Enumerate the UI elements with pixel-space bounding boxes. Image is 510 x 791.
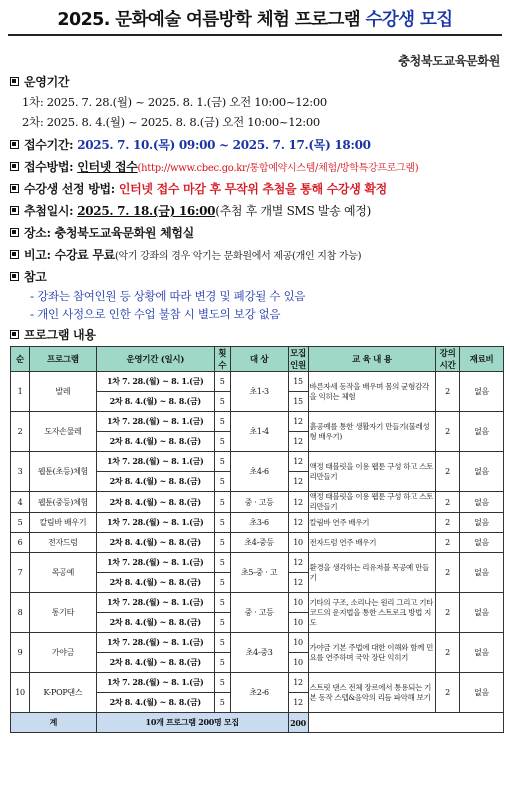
program-number: 4 — [11, 492, 30, 513]
program-hours: 2 — [436, 673, 460, 713]
session-count: 5 — [214, 392, 230, 412]
program-target: 초4-6 — [230, 452, 288, 492]
section-apply-period: 접수기간: 2025. 7. 10.(목) 09:00 ~ 2025. 7. 17.(목) 18:00 — [10, 137, 371, 153]
program-hours: 2 — [436, 492, 460, 513]
section-selection: 수강생 선정 방법: 인터넷 접수 마감 후 무작위 추첨을 통해 수강생 확정 — [10, 181, 387, 197]
session-capacity: 10 — [288, 633, 308, 653]
section-period: 운영기간 — [10, 74, 69, 90]
program-hours: 2 — [436, 372, 460, 412]
session-capacity: 10 — [288, 613, 308, 633]
program-fee: 없음 — [460, 452, 504, 492]
program-hours: 2 — [436, 452, 460, 492]
section-apply-method: 접수방법: 인터넷 접수(http://www.cbec.go.kr/통합예약시스템/체험/방학특강프로그램) — [10, 159, 418, 177]
total-capacity: 200 — [288, 713, 308, 733]
session-count: 5 — [214, 693, 230, 713]
program-target: 초2-6 — [230, 673, 288, 713]
table-row — [11, 553, 504, 573]
program-name: 통기타 — [29, 593, 96, 633]
session-capacity: 15 — [288, 392, 308, 412]
program-number: 1 — [11, 372, 30, 412]
program-target: 초4-중3 — [230, 633, 288, 673]
square-bullet-icon — [10, 162, 19, 171]
column-header: 순 — [11, 347, 30, 372]
program-number: 9 — [11, 633, 30, 673]
session-capacity: 10 — [288, 593, 308, 613]
table-row — [11, 593, 504, 613]
total-label: 계 — [11, 713, 97, 733]
program-name: K-POP댄스 — [29, 673, 96, 713]
session-period: 1차 7. 28.(월) ~ 8. 1.(금) — [96, 633, 214, 653]
session-count: 5 — [214, 492, 230, 513]
table-row — [11, 633, 504, 653]
program-description: 칼림바 연주 배우기 — [308, 513, 436, 533]
table-header — [11, 347, 504, 372]
session-capacity: 12 — [288, 553, 308, 573]
title-accent: 수강생 모집 — [365, 10, 453, 30]
program-hours: 2 — [436, 412, 460, 452]
session-period: 2차 8. 4.(월) ~ 8. 8.(금) — [96, 653, 214, 673]
program-hours: 2 — [436, 553, 460, 593]
session-period: 1차 7. 28.(월) ~ 8. 1.(금) — [96, 553, 214, 573]
table-row — [11, 533, 504, 553]
session-period: 1차 7. 28.(월) ~ 8. 1.(금) — [96, 513, 214, 533]
square-bullet-icon — [10, 206, 19, 215]
program-description: 기타의 구조, 소리나는 원리 그리고 기타 코드의 운지법을 통한 스트로크 방법 지도 — [308, 593, 436, 633]
square-bullet-icon — [10, 140, 19, 149]
session-period: 1차 7. 28.(월) ~ 8. 1.(금) — [96, 372, 214, 392]
program-description: 전자드럼 연주 배우기 — [308, 533, 436, 553]
reference-note: - 강좌는 참여인원 등 상황에 따라 변경 및 폐강될 수 있음 — [30, 289, 306, 303]
session-count: 5 — [214, 673, 230, 693]
program-fee: 없음 — [460, 593, 504, 633]
program-name: 발레 — [29, 372, 96, 412]
title-bar — [8, 6, 502, 36]
table-row — [11, 372, 504, 392]
session-period: 2차 8. 4.(월) ~ 8. 8.(금) — [96, 613, 214, 633]
column-header: 교 육 내 용 — [308, 347, 436, 372]
session-capacity: 10 — [288, 533, 308, 553]
program-name: 목공예 — [29, 553, 96, 593]
session-count: 5 — [214, 533, 230, 553]
column-header: 대 상 — [230, 347, 288, 372]
program-target: 초5-중 · 고 — [230, 553, 288, 593]
square-bullet-icon — [10, 250, 19, 259]
title-year: 2025. — [57, 10, 110, 30]
session-period: 1차 7. 28.(월) ~ 8. 1.(금) — [96, 593, 214, 613]
section-lottery: 추첨일시: 2025. 7. 18.(금) 16:00(추첨 후 개별 SMS 발송 예정) — [10, 203, 371, 219]
session-count: 5 — [214, 553, 230, 573]
program-fee: 없음 — [460, 513, 504, 533]
program-target: 초1-4 — [230, 412, 288, 452]
period-second: 2차: 2025. 8. 4.(월) ~ 2025. 8. 8.(금) 오전 10:00~12:00 — [22, 115, 320, 129]
program-fee: 없음 — [460, 372, 504, 412]
session-period: 2차 8. 4.(월) ~ 8. 8.(금) — [96, 533, 214, 553]
program-description: 환경을 생각하는 리유저블 목공예 만들기 — [308, 553, 436, 593]
session-period: 1차 7. 28.(월) ~ 8. 1.(금) — [96, 452, 214, 472]
program-number: 8 — [11, 593, 30, 633]
program-fee: 없음 — [460, 412, 504, 452]
program-name: 웹툰(초등)체험 — [29, 452, 96, 492]
square-bullet-icon — [10, 330, 19, 339]
program-fee: 없음 — [460, 633, 504, 673]
table-row — [11, 412, 504, 432]
column-header: 횟수 — [214, 347, 230, 372]
program-name: 도자손물레 — [29, 412, 96, 452]
title-main: 문화예술 여름방학 체험 프로그램 — [115, 10, 361, 30]
section-cost: 비고: 수강료 무료(악기 강좌의 경우 악기는 문화원에서 제공(개인 지참 가능) — [10, 247, 361, 265]
square-bullet-icon — [10, 77, 19, 86]
program-target: 중 · 고등 — [230, 593, 288, 633]
session-capacity: 10 — [288, 653, 308, 673]
page-title — [8, 6, 502, 34]
program-hours: 2 — [436, 533, 460, 553]
session-capacity: 12 — [288, 472, 308, 492]
session-capacity: 12 — [288, 452, 308, 472]
session-count: 5 — [214, 573, 230, 593]
session-capacity: 12 — [288, 492, 308, 513]
square-bullet-icon — [10, 228, 19, 237]
session-count: 5 — [214, 452, 230, 472]
program-hours: 2 — [436, 633, 460, 673]
session-capacity: 12 — [288, 573, 308, 593]
program-description: 가야금 기본 주법에 대한 이해와 함께 민요를 연주하며 국악 장단 익히기 — [308, 633, 436, 673]
square-bullet-icon — [10, 272, 19, 281]
program-description: 스트릿 댄스 전체 장르에서 통용되는 기본 동작 스텝&음악의 리듬 파악해 보기 — [308, 673, 436, 713]
program-number: 6 — [11, 533, 30, 553]
session-period: 2차 8. 4.(월) ~ 8. 8.(금) — [96, 693, 214, 713]
section-program: 프로그램 내용 — [10, 327, 96, 343]
program-target: 초3-6 — [230, 513, 288, 533]
program-number: 5 — [11, 513, 30, 533]
total-summary: 10개 프로그램 200명 모집 — [96, 713, 288, 733]
square-bullet-icon — [10, 184, 19, 193]
session-period: 1차 7. 28.(월) ~ 8. 1.(금) — [96, 673, 214, 693]
table-row — [11, 452, 504, 472]
total-empty — [308, 713, 504, 733]
program-target: 초1-3 — [230, 372, 288, 412]
table-row — [11, 673, 504, 693]
session-count: 5 — [214, 633, 230, 653]
session-count: 5 — [214, 513, 230, 533]
program-fee: 없음 — [460, 492, 504, 513]
session-count: 5 — [214, 472, 230, 492]
program-name: 웹툰(중등)체험 — [29, 492, 96, 513]
program-target: 중 · 고등 — [230, 492, 288, 513]
period-first: 1차: 2025. 7. 28.(월) ~ 2025. 8. 1.(금) 오전 10:00~12:00 — [22, 95, 327, 109]
section-place: 장소: 충청북도교육문화원 체험실 — [10, 225, 194, 241]
session-capacity: 12 — [288, 513, 308, 533]
program-description: 바른자세 동작을 배우며 몸의 균형감각을 익히는 체험 — [308, 372, 436, 412]
program-number: 2 — [11, 412, 30, 452]
session-count: 5 — [214, 593, 230, 613]
program-description: 액정 태블릿을 이용 웹툰 구성 하고 스토리만들기 — [308, 492, 436, 513]
column-header: 강의시간 — [436, 347, 460, 372]
session-period: 2차 8. 4.(월) ~ 8. 8.(금) — [96, 472, 214, 492]
session-count: 5 — [214, 412, 230, 432]
program-name: 칼림바 배우기 — [29, 513, 96, 533]
session-period: 2차 8. 4.(월) ~ 8. 8.(금) — [96, 492, 214, 513]
program-fee: 없음 — [460, 673, 504, 713]
program-fee: 없음 — [460, 533, 504, 553]
program-hours: 2 — [436, 513, 460, 533]
session-capacity: 15 — [288, 372, 308, 392]
program-target: 초4-중등 — [230, 533, 288, 553]
session-period: 1차 7. 28.(월) ~ 8. 1.(금) — [96, 412, 214, 432]
program-description: 액정 태블릿을 이용 웹툰 구성 하고 스토리만들기 — [308, 452, 436, 492]
program-number: 7 — [11, 553, 30, 593]
session-period: 2차 8. 4.(월) ~ 8. 8.(금) — [96, 573, 214, 593]
session-capacity: 12 — [288, 673, 308, 693]
session-count: 5 — [214, 432, 230, 452]
program-name: 전자드럼 — [29, 533, 96, 553]
column-header: 프로그램 — [29, 347, 96, 372]
reference-note: - 개인 사정으로 인한 수업 불참 시 별도의 보강 없음 — [30, 307, 281, 321]
organizer: 충청북도교육문화원 — [398, 54, 500, 68]
session-period: 2차 8. 4.(월) ~ 8. 8.(금) — [96, 432, 214, 452]
total-row — [11, 713, 504, 733]
table-row — [11, 513, 504, 533]
section-reference: 참고 — [10, 269, 47, 285]
session-period: 2차 8. 4.(월) ~ 8. 8.(금) — [96, 392, 214, 412]
session-capacity: 12 — [288, 693, 308, 713]
session-capacity: 12 — [288, 412, 308, 432]
column-header: 재료비 — [460, 347, 504, 372]
program-table — [10, 346, 504, 733]
program-name: 가야금 — [29, 633, 96, 673]
session-count: 5 — [214, 613, 230, 633]
program-number: 3 — [11, 452, 30, 492]
session-capacity: 12 — [288, 432, 308, 452]
column-header: 모집인원 — [288, 347, 308, 372]
program-number: 10 — [11, 673, 30, 713]
session-count: 5 — [214, 372, 230, 392]
table-row — [11, 492, 504, 513]
program-description: 흙공예를 통한 생활자기 만들기(물레성형 배우기) — [308, 412, 436, 452]
program-fee: 없음 — [460, 553, 504, 593]
session-count: 5 — [214, 653, 230, 673]
apply-url-link[interactable]: (http://www.cbec.go.kr/통합예약시스템/체험/방학특강프로그램) — [137, 163, 419, 174]
column-header: 운영기간 (일시) — [96, 347, 214, 372]
program-hours: 2 — [436, 593, 460, 633]
